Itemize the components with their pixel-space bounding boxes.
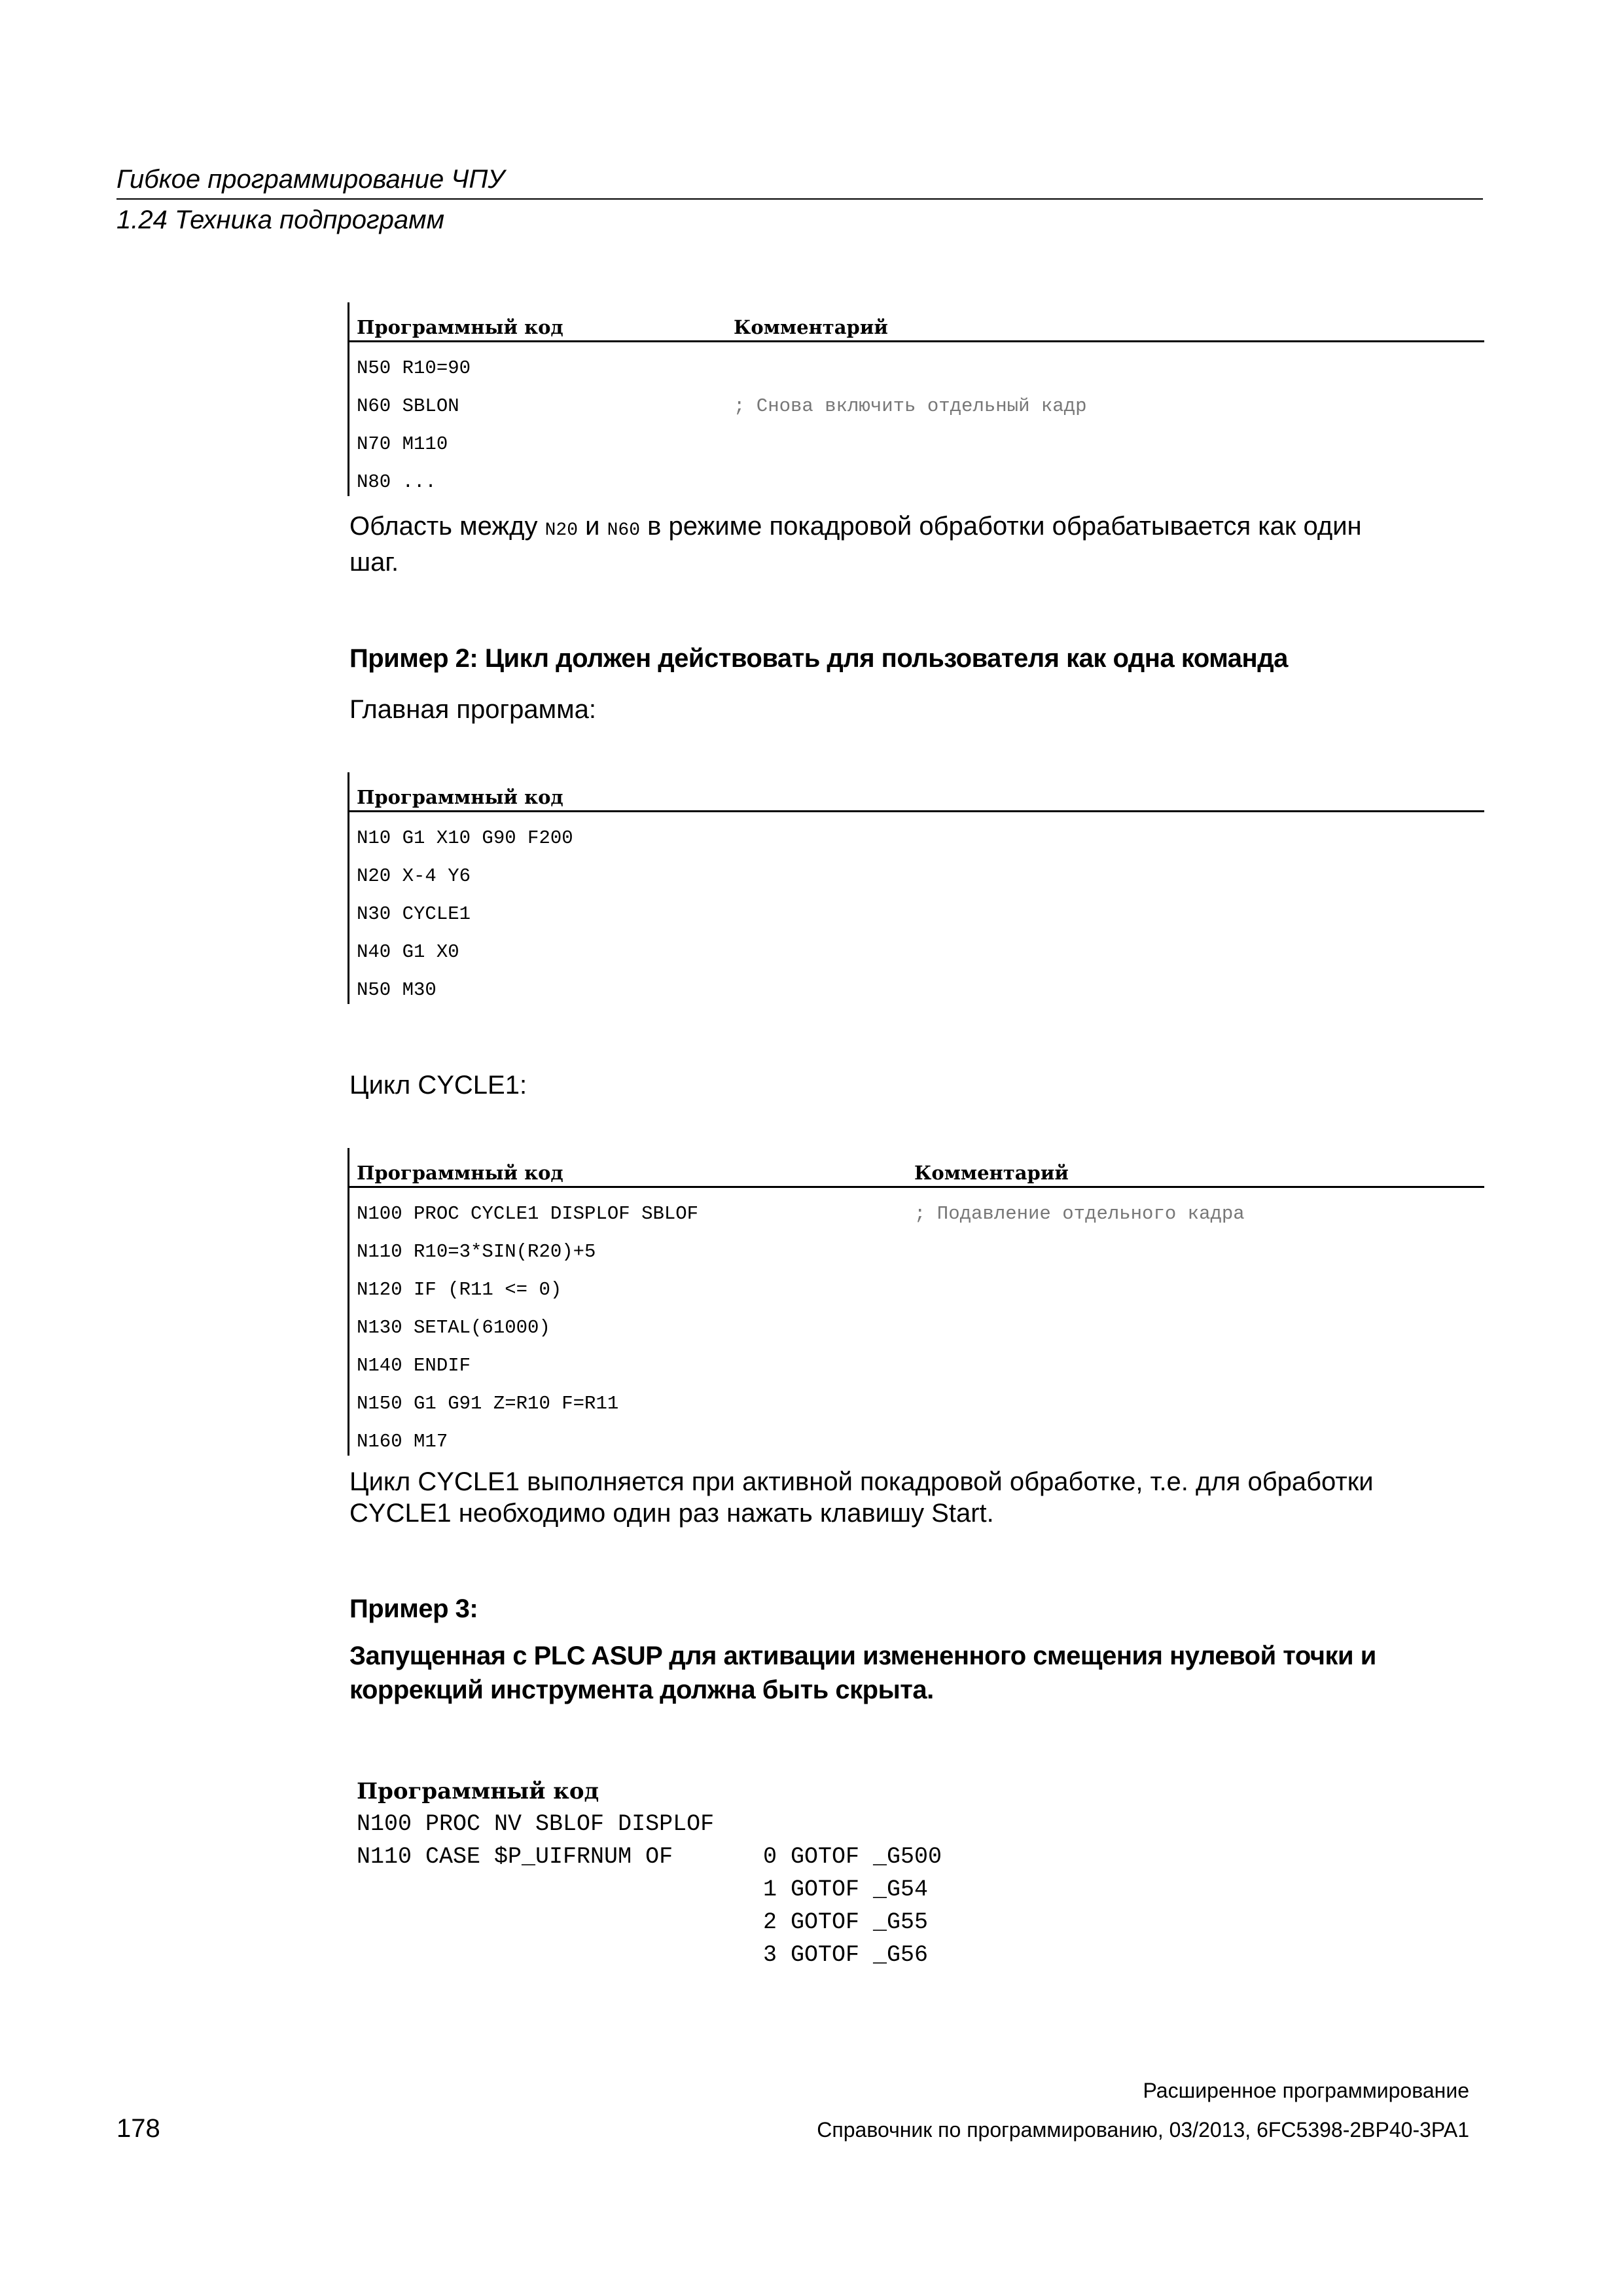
running-header-section: 1.24 Техника подпрограмм (116, 206, 444, 234)
code-block-header: Программный код (357, 1778, 599, 1804)
code-case-line: 3 GOTOF _G56 (763, 1942, 929, 1968)
table-row-comment: ; Подавление отдельного кадра (914, 1203, 1245, 1225)
table-row-code: N130 SETAL(61000) (357, 1317, 550, 1338)
paragraph-text: в режиме покадровой обработки обрабатывается как один (640, 512, 1362, 541)
table-row-code: N50 M30 (357, 979, 437, 1001)
example-3-heading: Пример 3: (349, 1594, 478, 1623)
table-row-code: N110 R10=3*SIN(R20)+5 (357, 1241, 596, 1263)
table-header-rule (348, 340, 1484, 342)
paragraph-cycle-description (349, 1466, 1374, 1529)
table-header-code: Программный код (357, 1162, 563, 1184)
example-2-heading: Пример 2: Цикл должен действовать для пользователя как одна команда (349, 644, 1288, 673)
table-row-code: N30 CYCLE1 (357, 903, 471, 925)
table-row-comment: ; Снова включить отдельный кадр (734, 395, 1087, 417)
running-header-title: Гибкое программирование ЧПУ (116, 165, 505, 194)
page-number: 178 (116, 2114, 160, 2143)
table-row-code: N50 R10=90 (357, 357, 471, 379)
table-row-code: N100 PROC CYCLE1 DISPLOF SBLOF (357, 1203, 699, 1225)
code-table-3 (348, 1148, 1484, 1456)
main-program-label: Главная программа: (349, 695, 596, 724)
table-header-comment: Комментарий (914, 1162, 1069, 1184)
footer-doc-title: Расширенное программирование (1143, 2079, 1469, 2102)
table-row-code: N160 M17 (357, 1431, 448, 1452)
subheading-text: Запущенная с PLC ASUP для активации измененного смещения нулевой точки и (349, 1641, 1376, 1670)
table-left-bar (348, 772, 349, 1004)
footer-doc-ref: Справочник по программированию, 03/2013, 6FC5398-2BP40-3PA1 (817, 2118, 1469, 2142)
subheading-text: коррекций инструмента должна быть скрыта. (349, 1676, 934, 1704)
table-header-code: Программный код (357, 316, 563, 338)
table-row-code: N140 ENDIF (357, 1355, 471, 1376)
table-row-code: N10 G1 X10 G90 F200 (357, 827, 573, 849)
table-row-code: N40 G1 X0 (357, 941, 459, 963)
table-row-code: N60 SBLON (357, 395, 459, 417)
paragraph-text: Область между (349, 512, 545, 541)
table-header-rule (348, 810, 1484, 812)
paragraph-text: CYCLE1 необходимо один раз нажать клавишу Start. (349, 1499, 994, 1528)
table-row-code: N120 IF (R11 <= 0) (357, 1279, 562, 1300)
code-table-2 (348, 772, 1484, 1004)
inline-code: N60 (607, 520, 641, 541)
cycle-label: Цикл CYCLE1: (349, 1071, 527, 1100)
paragraph-text: Цикл CYCLE1 выполняется при активной покадровой обработке, т.е. для обработки (349, 1467, 1374, 1496)
table-row-code: N70 M110 (357, 433, 448, 455)
table-header-code: Программный код (357, 786, 563, 808)
table-row-code: N150 G1 G91 Z=R10 F=R11 (357, 1393, 619, 1414)
code-case-line: 2 GOTOF _G55 (763, 1909, 929, 1935)
table-row-code: N80 ... (357, 471, 437, 493)
paragraph-text: и (578, 512, 607, 541)
example-3-subheading (349, 1639, 1376, 1707)
inline-code: N20 (544, 520, 579, 541)
paragraph-text: шаг. (349, 548, 399, 577)
table-header-comment: Комментарий (734, 316, 888, 338)
header-rule (116, 198, 1483, 200)
code-table-1 (348, 302, 1484, 496)
code-line: N110 CASE $P_UIFRNUM OF (357, 1844, 673, 1870)
table-left-bar (348, 1148, 349, 1456)
table-header-rule (348, 1186, 1484, 1188)
paragraph-region-description (349, 511, 1362, 578)
code-case-line: 0 GOTOF _G500 (763, 1844, 942, 1870)
table-left-bar (348, 302, 349, 496)
code-line: N100 PROC NV SBLOF DISPLOF (357, 1811, 715, 1837)
table-row-code: N20 X-4 Y6 (357, 865, 471, 887)
code-case-line: 1 GOTOF _G54 (763, 1876, 929, 1903)
